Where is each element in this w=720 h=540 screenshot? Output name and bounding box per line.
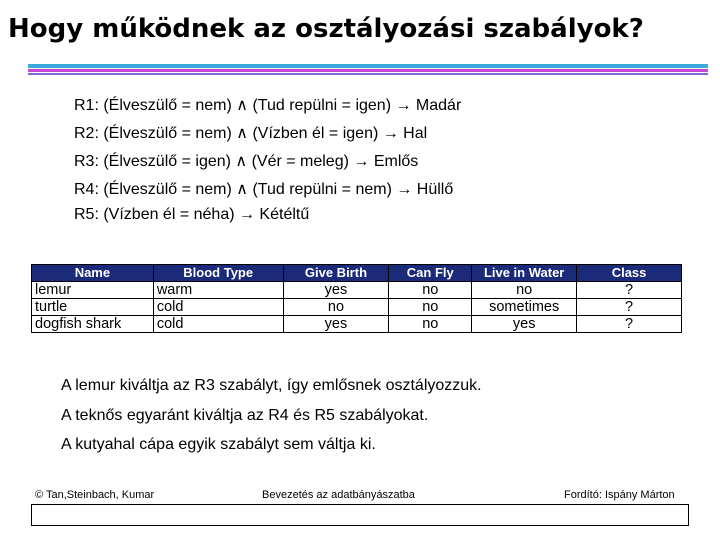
rule-r3: R3: (Élveszülő = igen) ∧ (Vér = meleg) → Emlős (74, 153, 419, 170)
column-header-class: Class (577, 265, 682, 282)
cell-name: lemur (32, 282, 154, 299)
title-divider-bar (28, 73, 708, 75)
cell-live-in-water: yes (472, 316, 577, 333)
note-lemur: A lemur kiváltja az R3 szabályt, így emlősnek osztályozzuk. (61, 377, 482, 394)
note-turtle: A teknős egyaránt kiváltja az R4 és R5 szabályokat. (61, 407, 429, 424)
note-dogfish-shark: A kutyahal cápa egyik szabályt sem váltja ki. (61, 436, 376, 453)
cell-class: ? (577, 316, 682, 333)
cell-live-in-water: no (472, 282, 577, 299)
column-header-blood-type: Blood Type (153, 265, 283, 282)
cell-name: dogfish shark (32, 316, 154, 333)
table-header-row (32, 265, 682, 282)
column-header-can-fly: Can Fly (389, 265, 472, 282)
table-row (32, 282, 682, 299)
cell-class: ? (577, 282, 682, 299)
column-header-give-birth: Give Birth (283, 265, 389, 282)
cell-give-birth: no (283, 299, 389, 316)
footer-translator: Fordító: Ispány Márton (564, 489, 675, 501)
footer-frame (31, 504, 689, 526)
column-header-live-in-water: Live in Water (472, 265, 577, 282)
slide-title: Hogy működnek az osztályozási szabályok? (8, 14, 644, 44)
rule-r5: R5: (Vízben él = néha) → Kétéltű (74, 206, 310, 223)
cell-live-in-water: sometimes (472, 299, 577, 316)
cell-class: ? (577, 299, 682, 316)
cell-blood-type: cold (153, 316, 283, 333)
footer-copyright: © Tan,Steinbach, Kumar (35, 489, 155, 501)
rule-r2: R2: (Élveszülő = nem) ∧ (Vízben él = igen) → Hal (74, 125, 428, 142)
rule-r1: R1: (Élveszülő = nem) ∧ (Tud repülni = igen) → Madár (74, 97, 462, 114)
cell-give-birth: yes (283, 316, 389, 333)
table-row (32, 299, 682, 316)
records-table (31, 264, 682, 333)
column-header-name: Name (32, 265, 154, 282)
rule-r4: R4: (Élveszülő = nem) ∧ (Tud repülni = nem) → Hüllő (74, 181, 454, 198)
title-divider-bar (28, 69, 708, 72)
cell-can-fly: no (389, 282, 472, 299)
cell-give-birth: yes (283, 282, 389, 299)
table-row (32, 316, 682, 333)
title-divider-bar (28, 64, 708, 68)
cell-blood-type: warm (153, 282, 283, 299)
footer-course-title: Bevezetés az adatbányászatba (262, 489, 415, 501)
cell-name: turtle (32, 299, 154, 316)
cell-blood-type: cold (153, 299, 283, 316)
cell-can-fly: no (389, 316, 472, 333)
cell-can-fly: no (389, 299, 472, 316)
